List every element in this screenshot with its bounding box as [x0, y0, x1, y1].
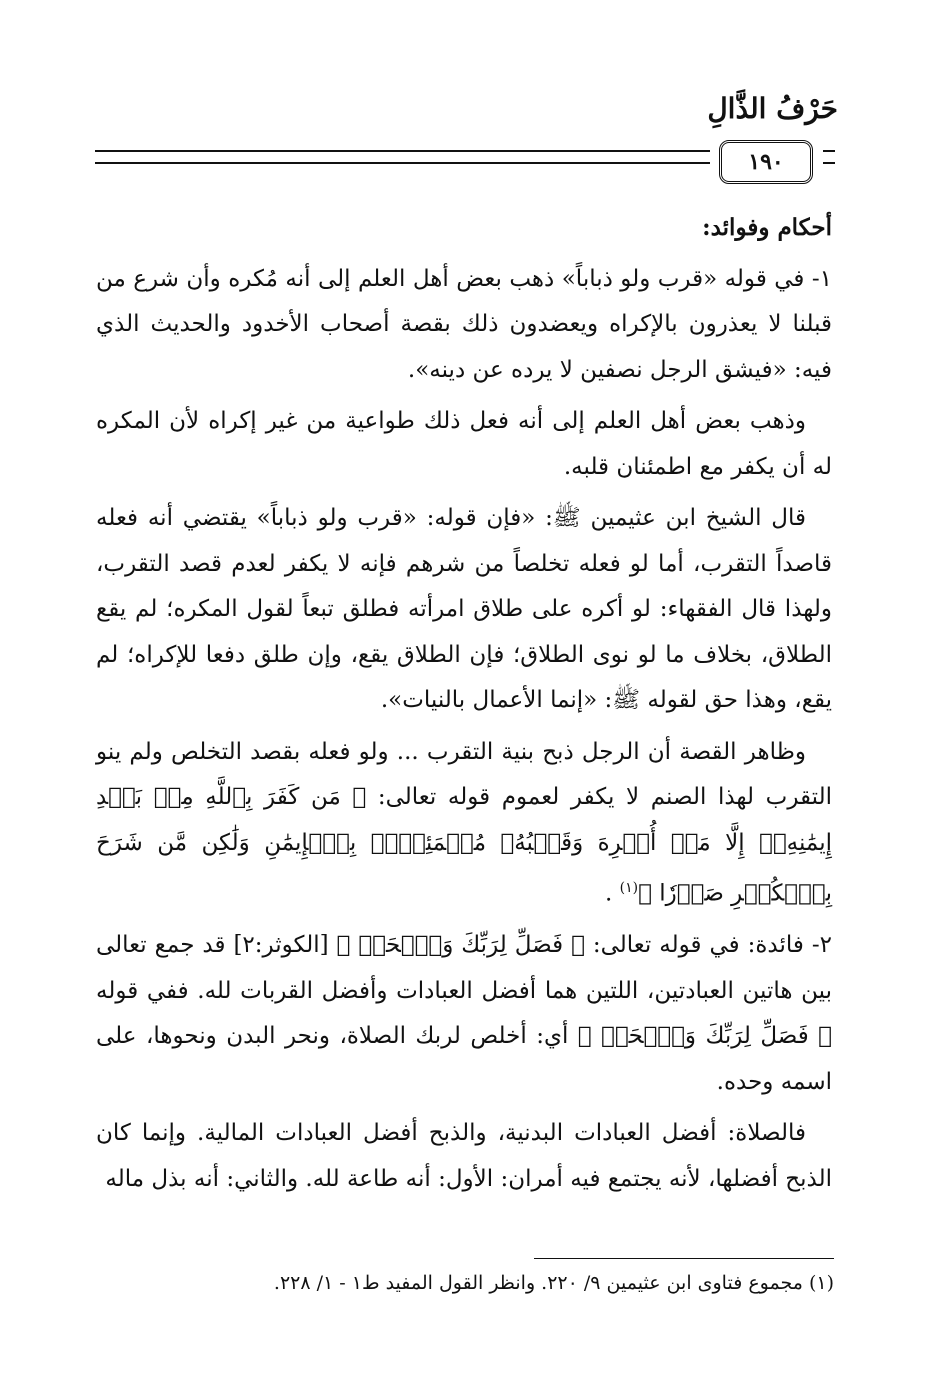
double-rule-right [823, 150, 835, 164]
double-rule-left [95, 150, 710, 164]
paragraph-1: ١- في قوله «قرب ولو ذباباً» ذهب بعض أهل العلم إلى أنه مُكره وأن شرع من قبلنا لا يعذرون بالإكراه ويعضدون ذلك بقصة أصحاب الأخدود والحديث الذي فيه: «فيشق الرجل نصفين لا يرده عن دينه». [96, 265, 832, 383]
paragraph-3: قال الشيخ ابن عثيمين ﷺ: «فإن قوله: «قرب ولو ذباباً» يقتضي أنه فعله قاصداً التقرب، أما لو فعله تخلصاً من شرهم فإنه لا يكفر لعدم قصد التقرب، ولهذا قال الفقهاء: لو أكره على طلاق امرأته فطلق تبعاً لقول المكره؛ لم يقع الطلاق، بخلاف ما لو نوى الطلاق؛ فإن الطلاق يقع، وإن طلق دفعا للإكراه؛ لم يقع، وهذا حق لقوله ﷺ: «إنما الأعمال بالنيات». [96, 505, 832, 713]
paragraph-2: وذهب بعض أهل العلم إلى أنه فعل ذلك طواعية من غير إكراه لأن المكره له أن يكفر مع اطمئنان قلبه. [96, 408, 832, 480]
page-number: ١٩٠ [719, 140, 813, 184]
section-heading: أحكام وفوائد: [702, 214, 832, 241]
header-rule [95, 140, 835, 180]
footnote-marker: (١) [619, 880, 639, 896]
footnote: (١) مجموع فتاوى ابن عثيمين ٩/ ٢٢٠. وانظر القول المفيد ط١ - ١/ ٢٢٨. [273, 1272, 834, 1294]
paragraph-4: وظاهر القصة أن الرجل ذبح بنية التقرب ... ولو فعله بقصد التخلص ولم ينو التقرب لهذا الصنم لا يكفر لعموم قوله تعالى: ﴿ مَن كَفَرَ بِٱللَّهِ مِنۢ بَعۡدِ إِيمَٰنِهِۦٓ إِلَّا مَنۡ أُكۡرِهَ وَقَلۡبُهُۥ مُطۡمَئِنُّۢ بِٱلۡإِيمَٰنِ وَلَٰكِن مَّن شَرَحَ بِٱلۡكُفۡرِ صَدۡرٗا ﴾$^{(١)}$ . [96, 738, 832, 907]
paragraph-5: ٢- فائدة: في قوله تعالى: ﴿ فَصَلِّ لِرَبِّكَ وَٱنۡحَرۡ ﴾ [الكوثر:٢] قد جمع تعالى بين هاتين العبادتين، اللتين هما أفضل العبادات وأفضل القربات لله. ففي قوله ﴿ فَصَلِّ لِرَبِّكَ وَٱنۡحَرۡ ﴾ أي: أخلص لربك الصلاة، ونحر البدن ونحوها، على اسمه وحده. [96, 932, 832, 1095]
chapter-title: حَرْفُ الذَّالِ [707, 92, 838, 125]
page-body [96, 205, 832, 1208]
footnote-separator [534, 1258, 834, 1259]
paragraph-6: فالصلاة: أفضل العبادات البدنية، والذبح أفضل العبادات المالية. وإنما كان الذبح أفضلها، لأنه يجتمع فيه أمران: الأول: أنه طاعة لله. والثاني: أنه بذل ماله [96, 1120, 832, 1192]
paragraph-4-text: وظاهر القصة أن الرجل ذبح بنية التقرب ... ولو فعله بقصد التخلص ولم ينو التقرب لهذا الصنم لا يكفر لعموم قوله تعالى: ﴿ مَن كَفَرَ بِٱللَّهِ مِنۢ بَعۡدِ إِيمَٰنِهِۦٓ إِلَّا مَنۡ أُكۡرِهَ وَقَلۡبُهُۥ مُطۡمَئِنُّۢ بِٱلۡإِيمَٰنِ وَلَٰكِن مَّن شَرَحَ بِٱلۡكُفۡرِ صَدۡرٗا ﴾ [96, 738, 832, 907]
